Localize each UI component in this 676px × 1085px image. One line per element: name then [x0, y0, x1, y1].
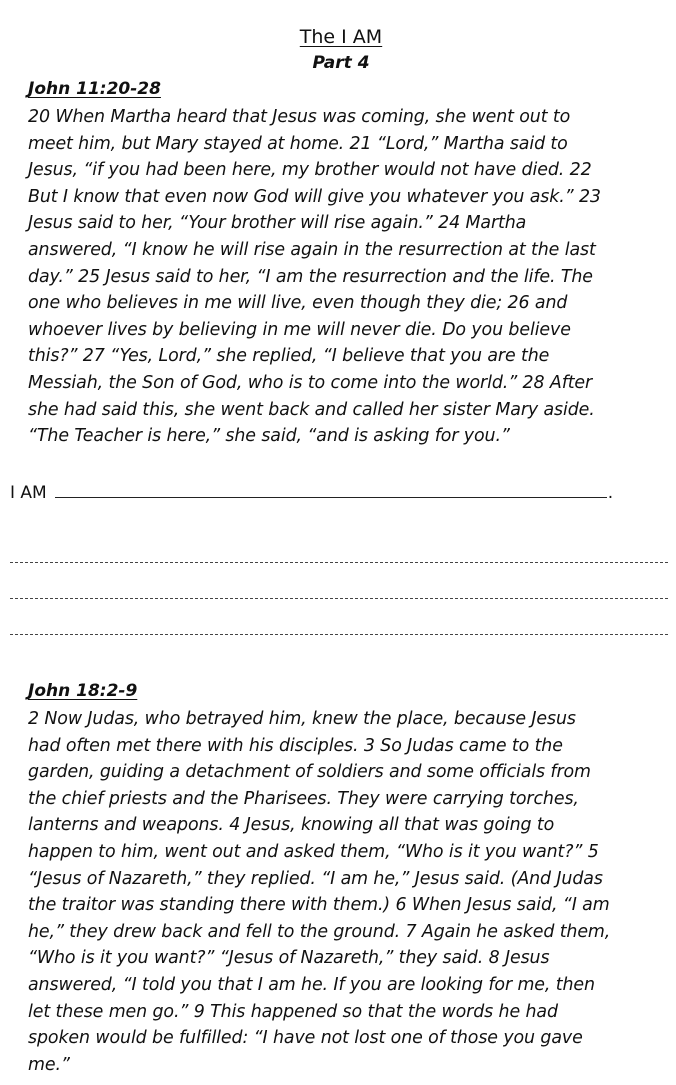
page-subtitle: Part 4 — [312, 53, 370, 73]
passage-line: But I know that even now God will give you whatever you ask.” 23 — [28, 186, 601, 207]
passage-line: day.” 25 Jesus said to her, “I am the resurrection and the life. The — [28, 266, 593, 287]
passage-line: whoever lives by believing in me will never die. Do you believe — [28, 319, 571, 340]
passage-line: Jesus said to her, “Your brother will rise again.” 24 Martha — [28, 213, 527, 234]
passage-line: spoken would be fulfilled: “I have not lost one of those you gave — [28, 1028, 583, 1049]
i-am-answer-blank[interactable] — [55, 479, 607, 498]
passage-line: he,” they drew back and fell to the ground. 7 Again he asked them, — [28, 921, 611, 942]
passage-line: 20 When Martha heard that Jesus was coming, she went out to — [28, 107, 571, 127]
passage-line: “Who is it you want?” “Jesus of Nazareth,” they said. 8 Jesus — [28, 948, 550, 969]
scripture-passage-2 — [28, 706, 668, 1078]
passage-line: 2 Now Judas, who betrayed him, knew the place, because Jesus — [28, 709, 576, 729]
passage-line: “The Teacher is here,” she said, “and is asking for you.” — [28, 426, 510, 447]
passage-line: had often met there with his disciples. 3 So Judas came to the — [28, 735, 563, 756]
i-am-period: . — [607, 483, 614, 503]
passage-line: lanterns and weapons. 4 Jesus, knowing all that was going to — [28, 815, 555, 836]
passage-line: let these men go.” 9 This happened so that the words he had — [28, 1001, 558, 1022]
passage-line: the traitor was standing there with them.) 6 When Jesus said, “I am — [28, 895, 610, 916]
passage-line: Messiah, the Son of God, who is to come into the world.” 28 After — [28, 372, 593, 393]
passage-line: happen to him, went out and asked them, “Who is it you want?” 5 — [28, 841, 599, 862]
passage-line: she had said this, she went back and called her sister Mary aside. — [28, 399, 595, 420]
writing-line-2[interactable] — [10, 598, 668, 599]
passage-line: answered, “I know he will rise again in the resurrection at the last — [28, 239, 596, 260]
passage-line: answered, “I told you that I am he. If you are looking for me, then — [28, 974, 595, 995]
scripture-reference-2: John 18:2-9 — [28, 681, 138, 701]
scripture-reference-1: John 11:20-28 — [28, 79, 161, 99]
writing-line-1[interactable] — [10, 562, 668, 563]
passage-line: the chief priests and the Pharisees. They were carrying torches, — [28, 788, 579, 809]
passage-line: meet him, but Mary stayed at home. 21 “Lord,” Martha said to — [28, 133, 568, 154]
i-am-label: I AM — [10, 483, 47, 503]
passage-line: garden, guiding a detachment of soldiers and some officials from — [28, 762, 591, 783]
passage-line: one who believes in me will live, even though they die; 26 and — [28, 293, 568, 314]
scripture-passage-1 — [28, 104, 668, 450]
passage-line: this?” 27 “Yes, Lord,” she replied, “I believe that you are the — [28, 346, 550, 367]
passage-line: “Jesus of Nazareth,” they replied. “I am he,” Jesus said. (And Judas — [28, 868, 603, 889]
passage-line: me.” — [28, 1054, 70, 1075]
page-title: The I AM — [299, 26, 383, 48]
i-am-fill-in — [10, 479, 613, 505]
writing-line-3[interactable] — [10, 634, 668, 635]
passage-line: Jesus, “if you had been here, my brother would not have died. 22 — [28, 160, 592, 181]
